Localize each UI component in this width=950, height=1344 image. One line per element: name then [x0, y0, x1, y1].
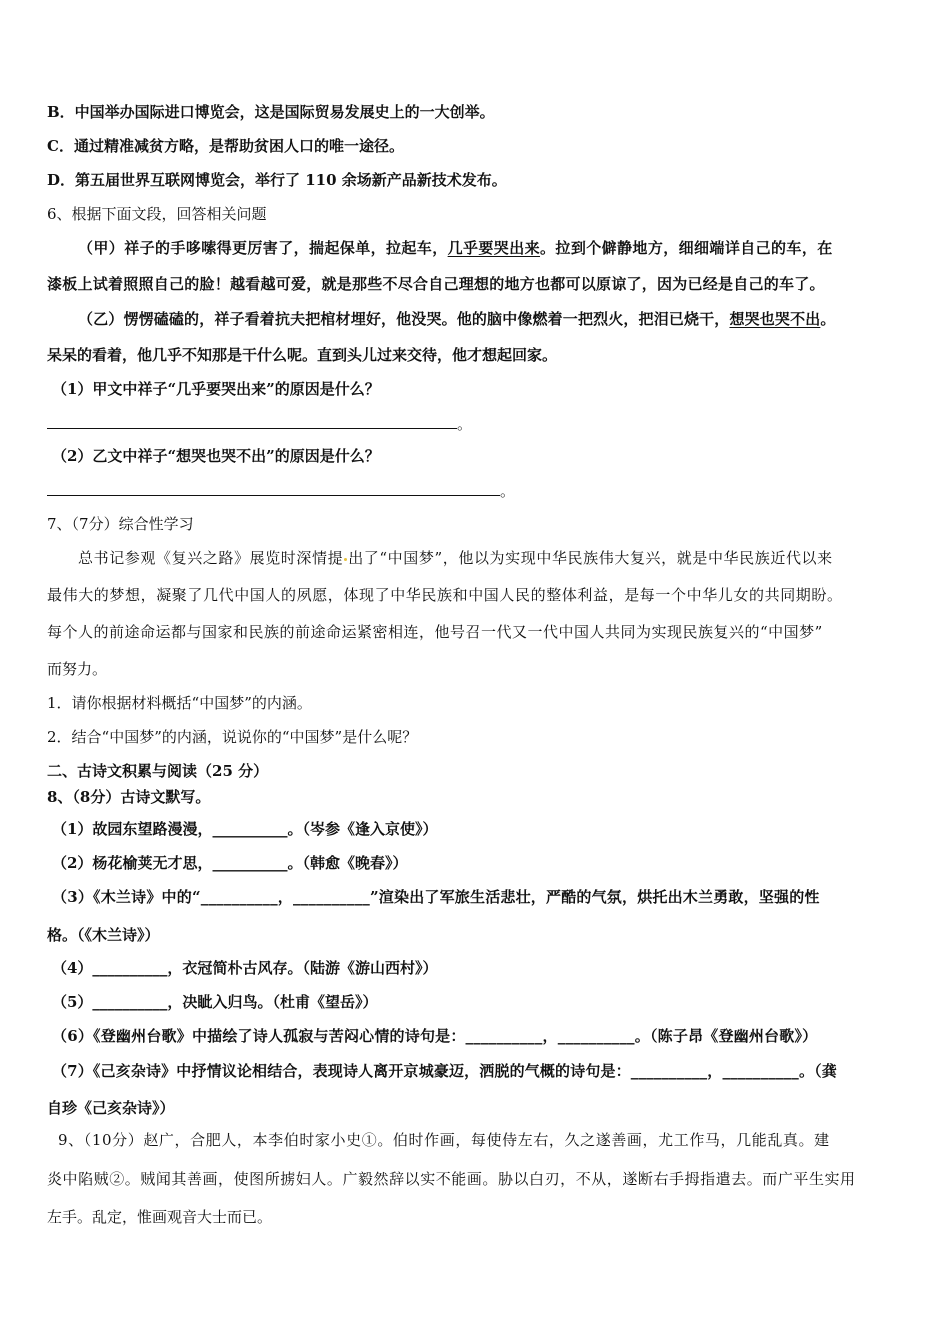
q7-material-line3: 每个人的前途命运都与国家和民族的前途命运紧密相连，他号召一代又一代中国人共同为实现民族复兴的“中国梦” — [47, 623, 823, 641]
q9-line-1: 9、（10分）赵广，合肥人，本李伯时家小史①。伯时作画，每使侍左右，久之遂善画，尤工作马，几能乱真。建 — [58, 1131, 830, 1149]
q7-material-text-a: 总书记参观《复兴之路》展览时深情提 — [78, 549, 344, 567]
q6-answer-line-2[interactable] — [47, 495, 500, 496]
q9-line-2: 炎中陷贼②。贼闻其善画，使图所掳妇人。广毅然辞以实不能画。胁以白刃，不从，遂断右手拇指遣去。而广平生实用 — [47, 1170, 856, 1188]
q8-line-1: （1）故园东望路漫漫，__________。（岑参《逢入京使》） — [52, 820, 438, 838]
highlight-mark — [344, 558, 347, 561]
q8-line-7a: （7）《己亥杂诗》中抒情议论相结合，表现诗人离开京城豪迈，洒脱的气概的诗句是：__________，__________。（龚 — [52, 1062, 837, 1080]
q8-title: 8、（8分）古诗文默写。 — [47, 788, 211, 806]
q7-material-line4: 而努力。 — [47, 660, 108, 678]
q6-title: 6、根据下面文段，回答相关问题 — [47, 205, 267, 223]
q6-sub1: （1）甲文中祥子“几乎要哭出来”的原因是什么？ — [52, 380, 380, 398]
q8-line-4: （4）__________，衣冠简朴古风存。（陆游《游山西村》） — [52, 959, 438, 977]
q6-yi-text-end: 。 — [820, 310, 836, 328]
q9-line-3: 左手。乱定，惟画观音大士而已。 — [47, 1208, 273, 1226]
q6-answer-line-1[interactable] — [47, 428, 457, 429]
q5-option-d: D．第五届世界互联网博览会，举行了 110 余场新产品新技术发布。 — [47, 171, 507, 189]
q6-jia-text: （甲）祥子的手哆嗦得更厉害了，揣起保单，拉起车， — [78, 239, 448, 257]
q8-line-7b: 自珍《己亥杂诗》） — [47, 1099, 175, 1117]
q8-line-5: （5）__________，决眦入归鸟。（杜甫《望岳》） — [52, 993, 378, 1011]
q8-line-3a: （3）《木兰诗》中的“__________，__________”渲染出了军旅生活悲壮，严酷的气氛，烘托出木兰勇敢，坚强的性 — [52, 888, 820, 906]
q6-jia-text-end: 。拉到个僻静地方，细细端详自己的车，在 — [540, 239, 833, 257]
q6-answer-2-end: 。 — [500, 482, 516, 500]
section-2-heading: 二、古诗文积累与阅读（25 分） — [47, 762, 269, 780]
q5-option-c: C．通过精准减贫方略，是帮助贫困人口的唯一途径。 — [47, 137, 404, 155]
q6-yi-text: （乙）愣愣磕磕的，祥子看着抗夫把棺材埋好，他没哭。他的脑中像燃着一把烈火，把泪已烧干， — [78, 310, 730, 328]
q7-question-2: 2．结合“中国梦”的内涵，说说你的“中国梦”是什么呢？ — [47, 728, 418, 746]
q7-material-text-b: 出了“中国梦”，他以为实现中华民族伟大复兴，就是中华民族近代以来 — [348, 549, 833, 567]
q6-answer-1-end: 。 — [457, 415, 473, 433]
q7-material-line2: 最伟大的梦想，凝聚了几代中国人的夙愿，体现了中华民族和中国人民的整体利益，是每一个中华儿女的共同期盼。 — [47, 586, 843, 604]
q6-jia-underlined: 几乎要哭出来 — [447, 239, 541, 257]
q6-passage-jia-line2: 漆板上试着照照自己的脸！越看越可爱，就是那些不尽合自己理想的地方也都可以原谅了，因为已经是自己的车了。 — [47, 275, 825, 293]
q7-question-1: 1．请你根据材料概括“中国梦”的内涵。 — [47, 694, 312, 712]
q6-sub2: （2）乙文中祥子“想哭也哭不出”的原因是什么？ — [52, 447, 380, 465]
q7-title: 7、（7分）综合性学习 — [47, 515, 194, 533]
q5-option-b: B．中国举办国际进口博览会，这是国际贸易发展史上的一大创举。 — [47, 103, 495, 121]
q6-yi-underlined: 想哭也哭不出 — [729, 310, 821, 328]
q8-line-2: （2）杨花榆荚无才思，__________。（韩愈《晚春》） — [52, 854, 408, 872]
q8-line-6: （6）《登幽州台歌》中描绘了诗人孤寂与苦闷心情的诗句是：__________，__________。（陈子昂《登幽州台歌》） — [52, 1027, 818, 1045]
q6-passage-yi-line2: 呆呆的看着，他几乎不知那是干什么呢。直到头儿过来交待，他才想起回家。 — [47, 346, 558, 364]
q6-passage-yi-line1 — [78, 309, 836, 329]
q8-line-3b: 格。（《木兰诗》） — [47, 926, 160, 944]
q7-material-line1 — [78, 548, 833, 568]
q6-passage-jia-line1 — [78, 238, 833, 258]
